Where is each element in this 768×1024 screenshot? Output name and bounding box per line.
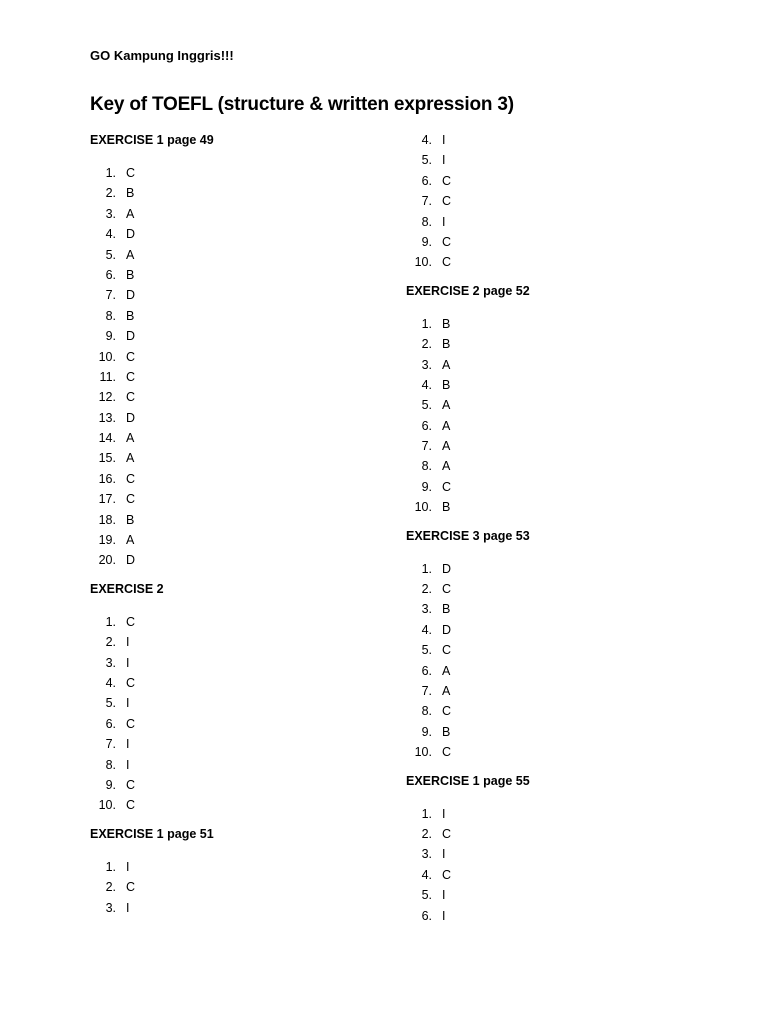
header-note: GO Kampung Inggris!!! (90, 48, 234, 63)
answer-letter: A (442, 398, 451, 413)
answer-item (90, 653, 410, 673)
answer-letter: D (126, 227, 136, 242)
answer-letter: C (442, 704, 452, 719)
answer-letter: A (442, 459, 451, 474)
answer-item (90, 469, 410, 489)
answer-item (406, 742, 726, 762)
answer-list (406, 804, 726, 926)
answer-letter: C (126, 880, 136, 895)
answer-item (406, 906, 726, 926)
answer-item (90, 877, 410, 897)
answer-item (90, 347, 410, 367)
answer-number: 1. (421, 561, 432, 576)
answer-item (90, 224, 410, 244)
answer-letter: C (126, 349, 136, 364)
answer-number: 12. (98, 390, 116, 405)
answer-number: 6. (105, 267, 116, 282)
answer-letter: I (126, 900, 130, 915)
answer-number: 5. (421, 643, 432, 658)
answer-number: 10. (98, 798, 116, 813)
answer-number: 2. (421, 337, 432, 352)
answer-letter: C (126, 369, 136, 384)
answer-item (90, 693, 410, 713)
answer-letter: D (126, 410, 136, 425)
answer-item (90, 183, 410, 203)
answer-number: 14. (98, 431, 116, 446)
answer-number: 5. (421, 153, 432, 168)
answer-letter: A (442, 418, 451, 433)
answer-number: 2. (105, 880, 116, 895)
answer-letter: D (442, 622, 452, 637)
answer-item (90, 898, 410, 918)
answer-item (90, 408, 410, 428)
answer-letter: I (126, 859, 130, 874)
answer-number: 5. (421, 888, 432, 903)
answer-item (90, 795, 410, 815)
answer-letter: B (126, 308, 135, 323)
answer-number: 2. (421, 826, 432, 841)
answer-letter: B (442, 377, 451, 392)
answer-letter: C (442, 255, 452, 270)
answer-number: 10. (414, 255, 432, 270)
answer-item (406, 844, 726, 864)
answer-item (406, 722, 726, 742)
answer-number: 2. (421, 582, 432, 597)
section-heading-exercise-2: EXERCISE 2 (90, 581, 164, 596)
answer-number: 7. (421, 439, 432, 454)
answer-item (90, 612, 410, 632)
answer-item (406, 824, 726, 844)
answer-number: 10. (98, 349, 116, 364)
answer-item (406, 885, 726, 905)
answer-item (406, 579, 726, 599)
answer-number: 9. (105, 777, 116, 792)
answer-number: 1. (105, 166, 116, 180)
answer-letter: C (442, 234, 452, 249)
answer-item (90, 550, 410, 570)
answer-item (406, 640, 726, 660)
answer-number: 1. (421, 316, 432, 331)
answer-letter: D (126, 553, 136, 568)
answer-letter: B (442, 337, 451, 352)
answer-number: 7. (105, 288, 116, 303)
answer-item (90, 734, 410, 754)
answer-number: 20. (98, 553, 116, 568)
answer-number: 3. (105, 900, 116, 915)
answer-letter: A (126, 451, 135, 466)
answer-item (90, 387, 410, 407)
answer-number: 1. (421, 806, 432, 821)
answer-letter: A (126, 533, 135, 548)
answer-item (90, 367, 410, 387)
answer-list (90, 163, 410, 571)
answer-letter: B (126, 267, 135, 282)
section-heading-exercise-3-page-53: EXERCISE 3 page 53 (406, 528, 530, 543)
answer-number: 4. (105, 675, 116, 690)
answer-letter: C (442, 745, 452, 760)
answer-item (406, 701, 726, 721)
answer-letter: C (126, 798, 136, 813)
answer-item (406, 599, 726, 619)
answer-number: 6. (421, 908, 432, 923)
answer-item (90, 428, 410, 448)
answer-letter: I (442, 908, 446, 923)
answer-item (90, 448, 410, 468)
answer-item (90, 775, 410, 795)
answer-letter: C (126, 471, 136, 486)
answer-number: 1. (105, 859, 116, 874)
answer-item (406, 620, 726, 640)
answer-number: 7. (421, 683, 432, 698)
answer-number: 13. (98, 410, 116, 425)
answer-letter: C (442, 582, 452, 597)
answer-number: 3. (421, 602, 432, 617)
answer-item (90, 265, 410, 285)
answer-item (406, 191, 726, 211)
answer-letter: A (442, 683, 451, 698)
answer-letter: C (126, 716, 136, 731)
answer-number: 10. (414, 500, 432, 515)
answer-letter: C (442, 643, 452, 658)
answer-letter: A (126, 431, 135, 446)
answer-number: 9. (421, 234, 432, 249)
answer-item (90, 326, 410, 346)
answer-item (406, 150, 726, 170)
answer-list (406, 130, 726, 273)
answer-number: 16. (98, 471, 116, 486)
answer-number: 3. (105, 655, 116, 670)
answer-letter: C (126, 614, 136, 629)
answer-letter: C (442, 479, 452, 494)
answer-list (90, 612, 410, 816)
answer-letter: D (126, 288, 136, 303)
answer-letter: C (126, 492, 136, 507)
answer-number: 19. (98, 533, 116, 548)
answer-number: 9. (105, 329, 116, 344)
answer-letter: I (126, 635, 130, 650)
answer-letter: I (126, 757, 130, 772)
answer-letter: A (442, 439, 451, 454)
answer-number: 7. (105, 737, 116, 752)
answer-number: 4. (421, 377, 432, 392)
answer-item (90, 857, 410, 877)
answer-letter: I (442, 806, 446, 821)
answer-letter: B (126, 186, 135, 201)
answer-number: 4. (421, 622, 432, 637)
answer-item (406, 171, 726, 191)
left-column (90, 132, 410, 918)
answer-item (406, 232, 726, 252)
answer-letter: B (442, 316, 451, 331)
answer-item (90, 245, 410, 265)
answer-number: 3. (421, 357, 432, 372)
answer-number: 8. (105, 308, 116, 323)
answer-item (406, 436, 726, 456)
answer-letter: C (126, 675, 136, 690)
answer-letter: B (442, 500, 451, 515)
section-heading-exercise-1-page-49: EXERCISE 1 page 49 (90, 133, 214, 147)
answer-letter: C (126, 777, 136, 792)
answer-letter: A (442, 663, 451, 678)
answer-item (406, 355, 726, 375)
answer-item (406, 681, 726, 701)
answer-number: 5. (421, 398, 432, 413)
answer-number: 9. (421, 724, 432, 739)
answer-letter: C (442, 867, 452, 882)
answer-letter: I (126, 737, 130, 752)
answer-number: 11. (99, 369, 116, 384)
answer-number: 3. (105, 206, 116, 221)
answer-number: 6. (421, 173, 432, 188)
answer-number: 3. (421, 847, 432, 862)
answer-list (406, 559, 726, 763)
answer-number: 10. (414, 745, 432, 760)
answer-number: 5. (105, 696, 116, 711)
answer-number: 17. (98, 492, 116, 507)
answer-item (90, 530, 410, 550)
answer-letter: B (442, 724, 451, 739)
answer-number: 6. (105, 716, 116, 731)
answer-item (406, 497, 726, 517)
answer-number: 8. (421, 214, 432, 229)
answer-item (406, 804, 726, 824)
answer-number: 6. (421, 418, 432, 433)
answer-item (90, 204, 410, 224)
answer-letter: C (442, 194, 452, 209)
answer-number: 1. (105, 614, 116, 629)
answer-number: 2. (105, 186, 116, 201)
answer-item (406, 477, 726, 497)
answer-letter: D (442, 561, 452, 576)
answer-item (406, 334, 726, 354)
answer-letter: I (442, 133, 446, 147)
answer-letter: I (442, 888, 446, 903)
section-heading-exercise-2-page-52: EXERCISE 2 page 52 (406, 283, 530, 298)
answer-letter: I (126, 696, 130, 711)
answer-item (90, 510, 410, 530)
section-heading-exercise-1-page-51: EXERCISE 1 page 51 (90, 826, 214, 841)
answer-item (90, 632, 410, 652)
answer-number: 7. (421, 194, 432, 209)
answer-letter: B (126, 512, 135, 527)
answer-item (406, 314, 726, 334)
section-heading-exercise-1-page-55: EXERCISE 1 page 55 (406, 773, 530, 788)
answer-number: 8. (105, 757, 116, 772)
answer-item (90, 755, 410, 775)
answer-number: 8. (421, 704, 432, 719)
answer-number: 8. (421, 459, 432, 474)
answer-letter: C (442, 826, 452, 841)
answer-number: 2. (105, 635, 116, 650)
answer-number: 9. (421, 479, 432, 494)
answer-letter: I (442, 847, 446, 862)
answer-item (90, 306, 410, 326)
answer-item (406, 212, 726, 232)
answer-item (90, 714, 410, 734)
answer-number: 15. (98, 451, 116, 466)
answer-item (406, 456, 726, 476)
answer-list (90, 857, 410, 918)
answer-item (406, 661, 726, 681)
answer-item (90, 285, 410, 305)
answer-number: 4. (421, 133, 432, 147)
answer-list (406, 314, 726, 518)
answer-letter: I (442, 214, 446, 229)
answer-letter: I (442, 153, 446, 168)
answer-item (90, 673, 410, 693)
answer-item (406, 395, 726, 415)
answer-letter: D (126, 329, 136, 344)
right-column (406, 132, 726, 926)
answer-letter: A (442, 357, 451, 372)
answer-letter: C (126, 166, 136, 180)
answer-number: 4. (105, 227, 116, 242)
answer-item (406, 865, 726, 885)
answer-number: 18. (98, 512, 116, 527)
answer-letter: B (442, 602, 451, 617)
answer-item (90, 489, 410, 509)
answer-item (406, 416, 726, 436)
answer-letter: C (442, 173, 452, 188)
answer-item (406, 252, 726, 272)
answer-item (90, 163, 410, 183)
answer-item (406, 559, 726, 579)
answer-number: 5. (105, 247, 116, 262)
answer-letter: A (126, 206, 135, 221)
answer-number: 6. (421, 663, 432, 678)
document-title: Key of TOEFL (structure & written expression 3) (90, 94, 514, 115)
answer-letter: A (126, 247, 135, 262)
answer-item (406, 375, 726, 395)
answer-number: 4. (421, 867, 432, 882)
answer-item (406, 130, 726, 150)
answer-letter: C (126, 390, 136, 405)
answer-letter: I (126, 655, 130, 670)
